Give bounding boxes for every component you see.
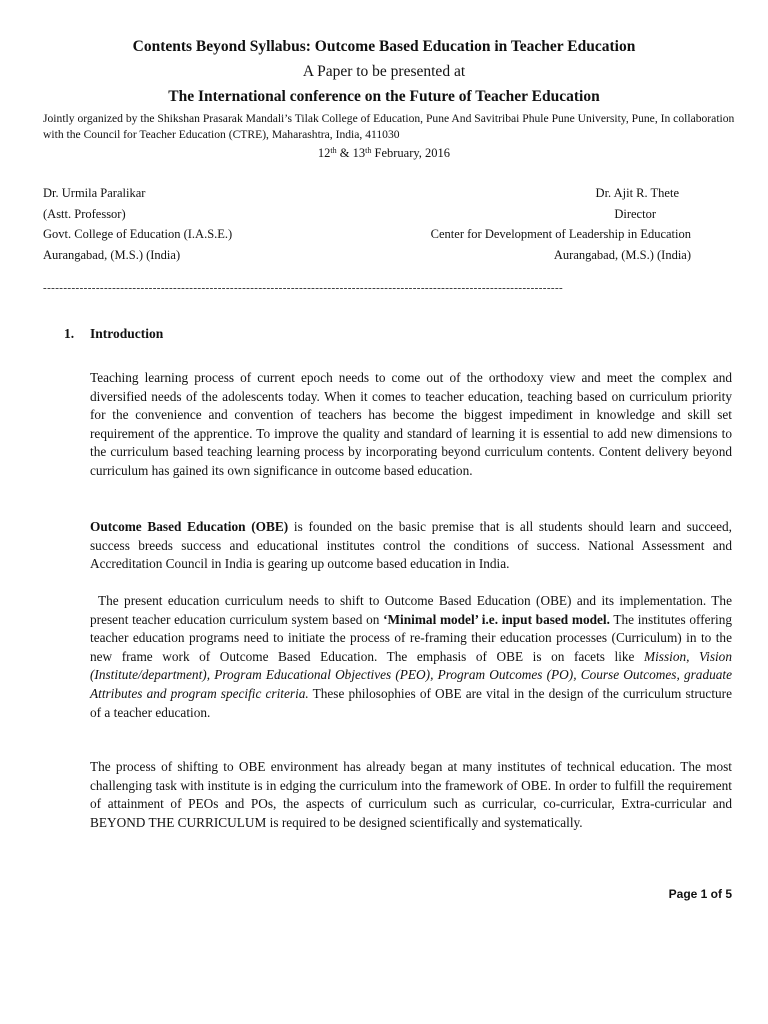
- date-day1: 12: [317, 146, 331, 160]
- paragraph-3-mid: The institutes offering teacher education programs need to initiate the process of re-framing their education processes (Curriculum) in to the new frame work of Outcome Based Education. The emphasis of OBE is on facets like: [90, 611, 732, 664]
- paragraph-3-end: These philosophies of OBE are vital in the design of the curriculum structure of a teacher education.: [90, 685, 732, 720]
- obe-term: Outcome Based Education (OBE): [90, 519, 289, 534]
- section-heading: [64, 326, 163, 342]
- dashed-divider: --------------------------------------------------------------------------------------------------------------------------------: [43, 282, 564, 294]
- paragraph-3-intro: The present education curriculum needs to shift to Outcome Based Education (OBE) and its implementation. The present teacher education curriculum system based on: [90, 593, 732, 627]
- author-left-name: Dr. Urmila Paralikar: [43, 186, 146, 200]
- paragraph-1: Teaching learning process of current epoch needs to come out of the orthodoxy view and meet the complex and diversified needs of the adolescents today. When it comes to teacher education, teaching based on curriculum priority for the convenience and convention of teachers has become the biggest impediment in knowledge and skill set requirement of the apprentice. To improve the quality and standard of learning it is essential to add new dimensions to the curriculum based teaching learning process by incorporating beyond curriculum contents. Content delivery beyond curriculum has gained its own significance in outcome based education.: [90, 370, 732, 478]
- author-left: [43, 183, 232, 265]
- paragraph-2-text: is founded on the basic premise that is all students should learn and succeed, success breeds success and educational institutes control the conditions of success. National Assessment and Accreditation Council in India is gearing up outcome based education in India.: [90, 519, 732, 572]
- paper-subtitle: A Paper to be presented at: [302, 63, 466, 80]
- date-mid: & 13: [336, 146, 366, 160]
- author-right: [431, 183, 691, 265]
- author-right-institution: Center for Development of Leadership in Education: [430, 227, 691, 241]
- author-left-institution: Govt. College of Education (I.A.S.E.): [43, 227, 233, 241]
- organizers-text: Jointly organized by the Shikshan Prasarak Mandali’s Tilak College of Education, Pune And Savitribai Phule Pune University, Pune, In collaboration with the Council for Teacher Education (CTRE), Maharashtra, India, 411030: [43, 112, 735, 141]
- date-sup2: th: [365, 146, 372, 155]
- paragraph-2: [90, 518, 732, 574]
- author-right-role: Director: [614, 206, 656, 221]
- section-title: Introduction: [90, 326, 164, 341]
- section-number: 1.: [64, 326, 75, 341]
- obe-facets-list: Mission, Vision (Institute/department), Program Educational Objectives (PEO), Program Outcomes (PO), Course Outcomes, graduate Attributes and program specific criteria.: [90, 648, 732, 701]
- date-sup1: th: [330, 146, 337, 155]
- paper-title: Contents Beyond Syllabus: Outcome Based Education in Teacher Education: [132, 38, 636, 55]
- page-number: Page 1 of 5: [668, 887, 732, 901]
- author-left-location: Aurangabad, (M.S.) (India): [43, 247, 181, 262]
- conference-title: The International conference on the Future of Teacher Education: [168, 88, 600, 105]
- conference-dates: [0, 146, 768, 161]
- date-rest: February, 2016: [371, 146, 451, 160]
- minimal-model-term: ‘Minimal model’ i.e. input based model.: [383, 611, 610, 627]
- paragraph-4: The process of shifting to OBE environment has already began at many institutes of technical education. The most challenging task with institute is in edging the curriculum into the framework of OBE. In order to fulfill the requirement of attainment of PEOs and POs, the aspects of curriculum such as curricular, co-curricular, Extra-curricular and BEYOND THE CURRICULUM is required to be designed scientifically and systematically.: [90, 759, 732, 830]
- author-right-location: Aurangabad, (M.S.) (India): [553, 247, 691, 262]
- author-right-name: Dr. Ajit R. Thete: [595, 186, 679, 200]
- paragraph-3: [90, 592, 732, 722]
- author-left-role: (Astt. Professor): [43, 206, 126, 221]
